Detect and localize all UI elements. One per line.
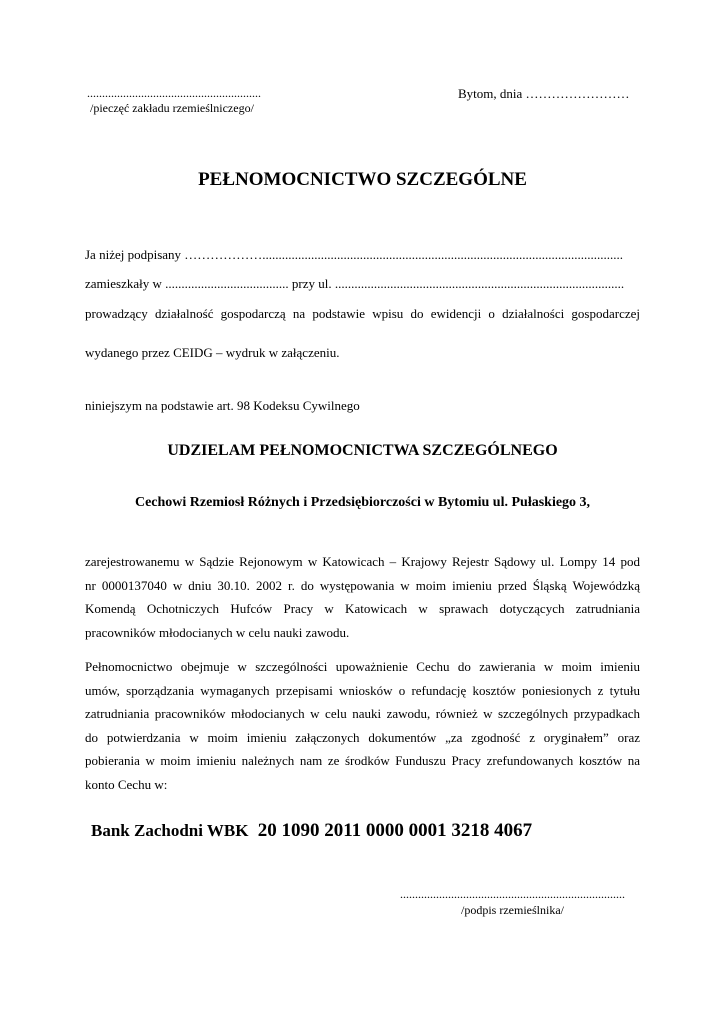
address-fields: [85, 272, 640, 296]
grantee: Cechowi Rzemiosł Różnych i Przedsiębiorczości w Bytomiu ul. Pułaskiego 3,: [134, 495, 591, 510]
stamp-label: /pieczęć zakładu rzemieślniczego/: [90, 101, 254, 115]
paragraph-line: pobierania w moim imieniu należnych nam ze środków Funduszu Pracy zrefundowanych kosztów na: [85, 753, 640, 768]
document-title: PEŁNOMOCNICTWO SZCZEGÓLNE: [198, 169, 527, 190]
paragraph-line: umów, sporządzania wymaganych przepisami wniosków o refundację kosztów poniesionych z tytułu: [85, 682, 640, 698]
bank-account-number: 20 1090 2011 0000 0001 3218 4067: [257, 820, 533, 841]
business-line: prowadzący działalność gospodarczą na podstawie wpisu do ewidencji o działalności gospodarczej: [85, 306, 640, 321]
paragraph-scope: [85, 655, 640, 796]
paragraph-registration: [85, 550, 640, 644]
paragraph-line: konto Cechu w:: [85, 776, 168, 792]
bank-name: Bank Zachodni WBK: [91, 821, 249, 840]
signature-dots: ...........................................................................: [400, 887, 625, 901]
grant-heading: UDZIELAM PEŁNOMOCNICTWA SZCZEGÓLNEGO: [167, 442, 558, 459]
paragraph-line: Pełnomocnictwo obejmuje w szczególności upoważnienie Cechu do zawierania w moim imieniu: [85, 659, 640, 674]
legal-basis: niniejszym na podstawie art. 98 Kodeksu Cywilnego: [85, 398, 360, 413]
address-line: zamieszkały w ...................................... przy ul. .........................................................................................: [85, 276, 625, 291]
paragraph-line: nr 0000137040 w dniu 30.10. 2002 r. do występowania w moim imieniu przed Śląską Wojewódzką: [85, 577, 640, 593]
ceidg-fields: [85, 341, 640, 365]
place-date: Bytom, dnia ……………………: [458, 86, 630, 101]
stamp-dots: ..........................................................: [87, 86, 261, 100]
paragraph-line: Komendą Ochotniczych Hufców Pracy w Katowicach w sprawach dotyczących zatrudniania: [85, 601, 640, 616]
paragraph-line: pracowników młodocianych w celu nauki zawodu.: [85, 624, 350, 640]
paragraph-line: zarejestrowanemu w Sądzie Rejonowym w Katowicach – Krajowy Rejestr Sądowy ul. Lompy 14 pod: [85, 554, 640, 569]
paragraph-line: do potwierdzania w moim imieniu załączonych dokumentów „za zgodność z oryginałem” oraz: [85, 729, 640, 745]
paragraph-line: zatrudniania pracowników młodocianych w celu nauki zawodu, również w szczególnych przypadkach: [85, 706, 640, 721]
signature-label: /podpis rzemieślnika/: [461, 903, 564, 917]
bank-account-line: [91, 820, 532, 842]
declarant-fields: [85, 243, 640, 267]
ceidg-line: wydanego przez CEIDG – wydruk w załączeniu.: [85, 345, 340, 360]
business-fields: [85, 302, 640, 326]
declarant-name-line: Ja niżej podpisany ………………...............................................................................................................: [85, 247, 624, 262]
